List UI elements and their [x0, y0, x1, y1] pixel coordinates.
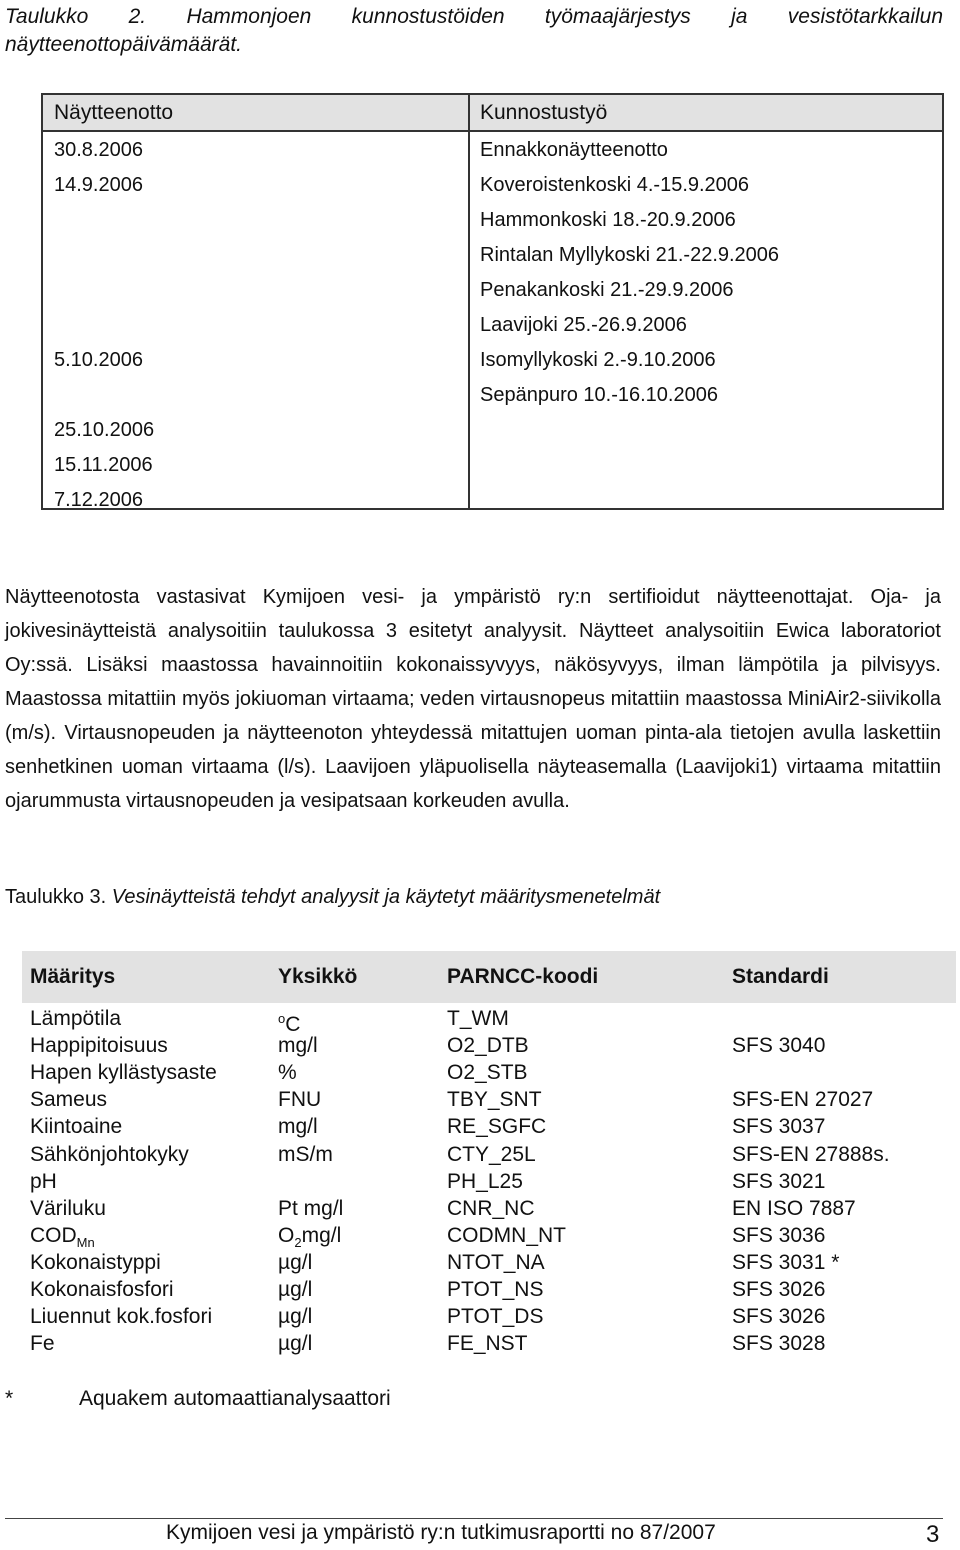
parncc-code-cell: PTOT_NS	[447, 1278, 544, 1301]
header-restoration: Kunnostustyö	[480, 101, 608, 124]
determination-name: Sähkönjohtokyky	[30, 1143, 189, 1166]
header-parncc-code: PARNCC-koodi	[447, 965, 599, 988]
standard-cell: SFS 3021	[732, 1170, 826, 1193]
unit-text: %	[278, 1061, 297, 1084]
page-number: 3	[926, 1521, 940, 1548]
determination-cell	[30, 1006, 121, 1032]
parncc-code-cell: NTOT_NA	[447, 1251, 545, 1274]
parncc-code-cell: TBY_SNT	[447, 1088, 542, 1111]
determination-cell	[30, 1060, 217, 1086]
determination-name: Fe	[30, 1332, 55, 1355]
determination-cell	[30, 1114, 122, 1140]
restoration-work-cell: Koveroistenkoski 4.-15.9.2006	[480, 174, 750, 196]
standard-cell: SFS 3037	[732, 1115, 826, 1138]
determination-cell	[30, 1087, 107, 1113]
unit-text: Pt mg/l	[278, 1197, 344, 1220]
sampling-date-cell: 15.11.2006	[54, 454, 153, 476]
sampling-date-cell: 30.8.2006	[54, 139, 143, 161]
standard-cell: SFS 3031 *	[732, 1251, 840, 1274]
determination-name: Hapen kyllästysaste	[30, 1061, 217, 1084]
caption-word: kunnostustöiden	[351, 5, 505, 28]
unit-text: µg/l	[278, 1332, 313, 1355]
determination-cell	[30, 1142, 189, 1168]
standard-cell: SFS 3028	[732, 1332, 826, 1355]
restoration-work-cell: Ennakkonäytteenotto	[480, 139, 668, 161]
unit-rest: mg/l	[301, 1224, 342, 1247]
determination-name: Kiintoaine	[30, 1115, 123, 1138]
determination-name: Sameus	[30, 1088, 108, 1111]
column-divider	[468, 95, 470, 508]
unit-text: µg/l	[278, 1305, 313, 1328]
unit-cell	[278, 1142, 333, 1168]
unit-text: mg/l	[278, 1115, 318, 1138]
determination-name: COD	[30, 1224, 77, 1247]
analysis-table-header	[22, 951, 956, 1003]
parncc-code-cell: PH_L25	[447, 1170, 523, 1193]
caption-word: ja	[731, 5, 748, 28]
unit-text: O	[278, 1224, 295, 1247]
determination-name: Kokonaisfosfori	[30, 1278, 174, 1301]
unit-cell	[278, 1087, 321, 1113]
determination-cell	[30, 1196, 106, 1222]
table2-caption	[5, 0, 943, 33]
parncc-code-cell: PTOT_DS	[447, 1305, 544, 1328]
restoration-work-cell: Isomyllykoski 2.-9.10.2006	[480, 349, 716, 371]
determination-cell	[30, 1304, 212, 1330]
standard-cell: SFS 3036	[732, 1224, 826, 1247]
standard-cell: SFS-EN 27888s.	[732, 1143, 890, 1166]
determination-cell	[30, 1277, 174, 1303]
header-unit: Yksikkö	[278, 965, 358, 988]
header-standard: Standardi	[732, 965, 829, 988]
sampling-date-cell: 25.10.2006	[54, 419, 155, 441]
body-paragraph: Näytteenotosta vastasivat Kymijoen vesi- ja ympäristö ry:n sertifioidut näytteenottajat. Oja- ja jokivesinäytteistä analysoitiin taulukossa 3 esitetyt analyysit. Näytteet analysoitiin Ewica laboratoriot Oy:ssä. Lisäksi maastossa havainnoitiin kokonaissyvyys, näkösyvyys, ilman lämpötila ja pilvisyys. Maastossa mitattiin myös jokiuoman virtaama; veden virtausnopeus mitattiin maastossa MiniAir2-siivikolla (m/s). Virtausnopeuden ja näytteenoton yhteydessä mitattujen uoman pinta-ala tietojen avulla laskettiin senhetkinen uoman virtaama (l/s). Laavijoen yläpuolisella näyteasemalla (Laavijoki1) virtaama mitattiin ojarummusta virtausnopeuden ja vesipatsaan korkeuden avulla.	[5, 586, 941, 812]
determination-name: Lämpötila	[30, 1007, 122, 1030]
footer-text: Kymijoen vesi ja ympäristö ry:n tutkimusraportti no 87/2007	[166, 1521, 716, 1544]
caption-word: 2.	[128, 5, 147, 28]
schedule-table	[41, 93, 944, 510]
unit-cell	[278, 1196, 343, 1222]
standard-cell: SFS 3026	[732, 1278, 826, 1301]
determination-name: Väriluku	[30, 1197, 106, 1220]
table2-caption-line2: näytteenottopäivämäärät.	[5, 33, 242, 56]
parncc-code-cell: RE_SGFC	[447, 1115, 547, 1138]
footnote-mark: *	[5, 1387, 14, 1410]
determination-cell	[30, 1331, 55, 1357]
restoration-work-cell: Sepänpuro 10.-16.10.2006	[480, 384, 718, 406]
caption-word: työmaajärjestys	[544, 5, 691, 28]
header-determination: Määritys	[30, 965, 116, 988]
unit-cell	[278, 1114, 318, 1140]
unit-subscript: 2	[294, 1235, 302, 1251]
determination-cell	[30, 1033, 168, 1059]
sampling-date-cell: 7.12.2006	[54, 489, 143, 511]
parncc-code-cell: O2_STB	[447, 1061, 528, 1084]
parncc-code-cell: FE_NST	[447, 1332, 528, 1355]
unit-superscript: o	[278, 1011, 286, 1026]
parncc-code-cell: CODMN_NT	[447, 1224, 566, 1247]
parncc-code-cell: CNR_NC	[447, 1197, 535, 1220]
determination-cell	[30, 1169, 57, 1195]
unit-cell	[278, 1033, 318, 1059]
unit-text: mg/l	[278, 1034, 318, 1057]
caption-word: Taulukko	[5, 5, 89, 28]
determination-subscript: Mn	[76, 1235, 95, 1251]
restoration-work-cell: Rintalan Myllykoski 21.-22.9.2006	[480, 244, 780, 266]
caption-word: Hammonjoen	[186, 5, 312, 28]
unit-text: FNU	[278, 1088, 322, 1111]
standard-cell: SFS-EN 27027	[732, 1088, 874, 1111]
sampling-date-cell: 14.9.2006	[54, 174, 143, 196]
table3-caption-text: Vesinäytteistä tehdyt analyysit ja käytetyt määritysmenetelmät	[111, 886, 661, 908]
footer-divider	[5, 1518, 943, 1519]
caption-word: vesistötarkkailun	[787, 5, 944, 28]
determination-name: pH	[30, 1170, 57, 1193]
unit-cell	[278, 1304, 312, 1330]
unit-cell	[278, 1277, 312, 1303]
header-sampling: Näytteenotto	[54, 101, 174, 124]
unit-text: µg/l	[278, 1278, 313, 1301]
determination-name: Happipitoisuus	[30, 1034, 168, 1057]
restoration-work-cell: Hammonkoski 18.-20.9.2006	[480, 209, 736, 231]
restoration-work-cell: Penakankoski 21.-29.9.2006	[480, 279, 734, 301]
unit-cell	[278, 1060, 297, 1086]
unit-text: C	[285, 1013, 301, 1036]
parncc-code-cell: T_WM	[447, 1007, 509, 1030]
table3-caption	[5, 886, 660, 909]
standard-cell: SFS 3040	[732, 1034, 826, 1057]
table3-caption-label: Taulukko 3.	[5, 886, 107, 908]
standard-cell: EN ISO 7887	[732, 1197, 856, 1220]
unit-cell	[278, 1331, 312, 1357]
determination-cell	[30, 1250, 161, 1276]
unit-cell	[278, 1250, 312, 1276]
restoration-work-cell: Laavijoki 25.-26.9.2006	[480, 314, 687, 336]
parncc-code-cell: O2_DTB	[447, 1034, 529, 1057]
determination-name: Liuennut kok.fosfori	[30, 1305, 213, 1328]
footnote-text: Aquakem automaattianalysaattori	[79, 1387, 391, 1410]
sampling-date-cell: 5.10.2006	[54, 349, 143, 371]
standard-cell: SFS 3026	[732, 1305, 826, 1328]
unit-text: µg/l	[278, 1251, 313, 1274]
parncc-code-cell: CTY_25L	[447, 1143, 536, 1166]
determination-name: Kokonaistyppi	[30, 1251, 161, 1274]
unit-text: mS/m	[278, 1143, 333, 1166]
